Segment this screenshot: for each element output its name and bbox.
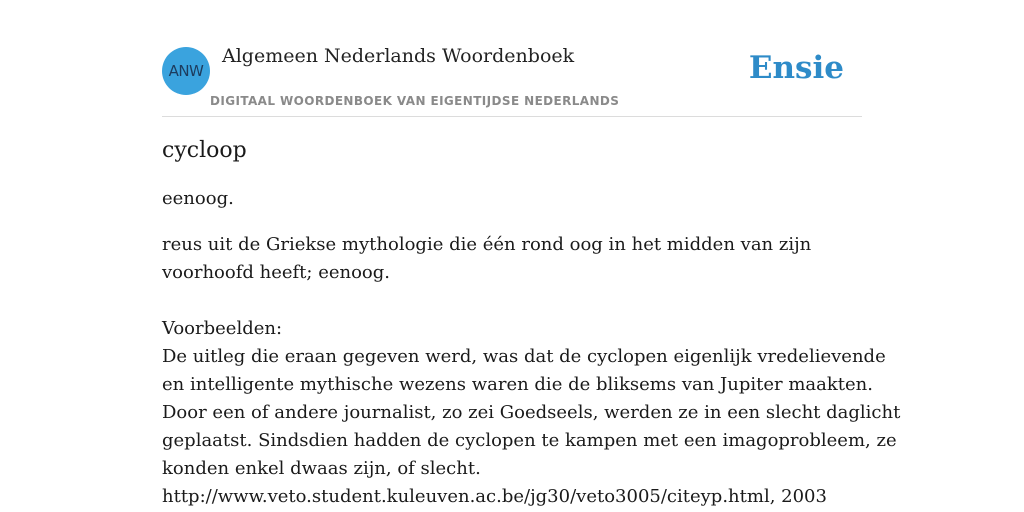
site-header — [162, 0, 862, 117]
examples-label: Voorbeelden: — [162, 318, 283, 339]
definition: reus uit de Griekse mythologie die één rond oog in het midden van zijn voorhoofd heeft; eenoog. — [162, 234, 812, 283]
anw-logo[interactable]: ANW — [162, 47, 210, 95]
example-line: en intelligente mythische wezens waren die de bliksems van Jupiter maakten. — [162, 374, 873, 395]
site-subtitle: DIGITAAL WOORDENBOEK VAN EIGENTIJDSE NEDERLANDS — [210, 94, 620, 108]
headword: cycloop — [162, 138, 247, 163]
ensie-brand-logo[interactable]: Ensie — [748, 50, 844, 86]
examples — [162, 315, 901, 511]
example-source: http://www.veto.student.kuleuven.ac.be/jg30/veto3005/citeyp.html, 2003 — [162, 486, 827, 507]
example-line: Door een of andere journalist, zo zei Goedseels, werden ze in een slecht daglicht — [162, 402, 901, 423]
short-definition: eenoog. — [162, 188, 234, 209]
example-line: konden enkel dwaas zijn, of slecht. — [162, 458, 481, 479]
example-line: De uitleg die eraan gegeven werd, was dat de cyclopen eigenlijk vredelievende — [162, 346, 886, 367]
entry-content — [162, 138, 901, 511]
site-title[interactable]: Algemeen Nederlands Woordenboek — [222, 45, 575, 67]
example-line: geplaatst. Sindsdien hadden de cyclopen te kampen met een imagoprobleem, ze — [162, 430, 897, 451]
